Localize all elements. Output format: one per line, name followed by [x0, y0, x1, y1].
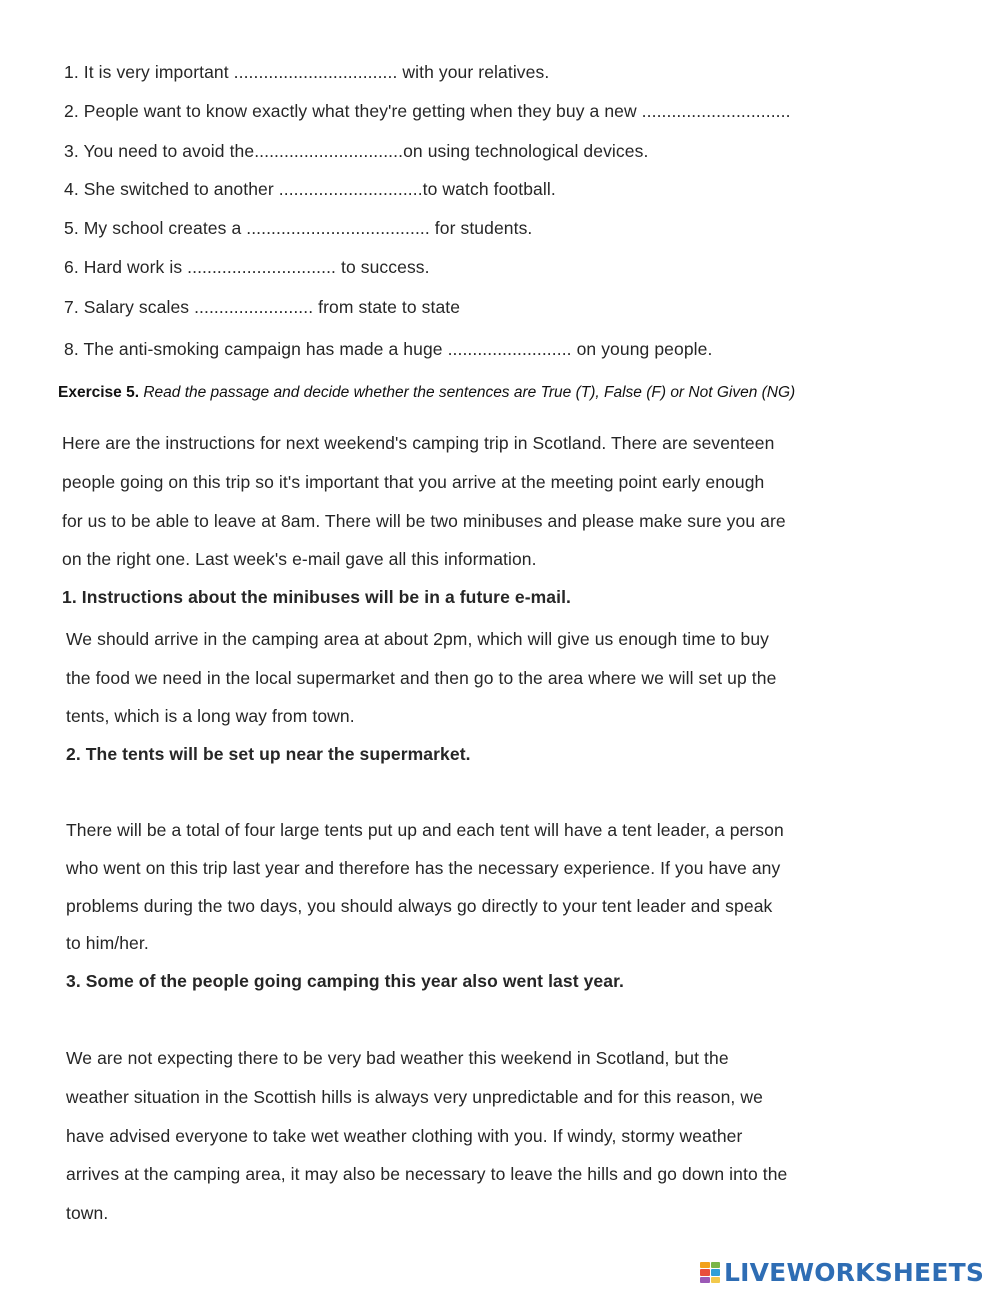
passage-4-line: weather situation in the Scottish hills is always very unpredictable and for this reason, we	[66, 1087, 763, 1107]
statement-3: 3. Some of the people going camping this year also went last year.	[66, 971, 624, 991]
passage-1-line: Here are the instructions for next weekend's camping trip in Scotland. There are seventeen	[62, 433, 775, 453]
fill-in-item-3: 3. You need to avoid the..............................on using technological devices.	[64, 141, 649, 161]
fill-in-item-7: 7. Salary scales ........................ from state to state	[64, 297, 461, 317]
statement-1: 1. Instructions about the minibuses will be in a future e-mail.	[62, 587, 572, 607]
passage-2-line: the food we need in the local supermarket and then go to the area where we will set up the	[66, 668, 777, 688]
passage-4-line: town.	[66, 1203, 109, 1223]
passage-4-line: arrives at the camping area, it may also be necessary to leave the hills and go down into the	[66, 1164, 788, 1184]
liveworksheets-logo-icon	[700, 1262, 720, 1284]
fill-in-item-4: 4. She switched to another .............................to watch football.	[64, 179, 556, 199]
exercise-5-heading	[58, 384, 795, 402]
passage-3-line: to him/her.	[66, 933, 149, 953]
passage-3-line: There will be a total of four large tents put up and each tent will have a tent leader, a person	[66, 820, 784, 840]
liveworksheets-brand	[700, 1258, 984, 1287]
passage-4-line: We are not expecting there to be very bad weather this weekend in Scotland, but the	[66, 1048, 729, 1068]
fill-in-item-5: 5. My school creates a ..................................... for students.	[64, 218, 533, 238]
passage-2-line: We should arrive in the camping area at about 2pm, which will give us enough time to buy	[66, 629, 770, 649]
exercise-5-instruction: Read the passage and decide whether the sentences are True (T), False (F) or Not Given (NG)	[143, 384, 796, 401]
passage-1-line: people going on this trip so it's important that you arrive at the meeting point early enough	[62, 472, 765, 492]
exercise-5-label: Exercise 5.	[58, 384, 140, 401]
passage-1-line: for us to be able to leave at 8am. There will be two minibuses and please make sure you are	[62, 511, 786, 531]
passage-1-line: on the right one. Last week's e-mail gave all this information.	[62, 549, 537, 569]
fill-in-item-8: 8. The anti-smoking campaign has made a huge ......................... on young people.	[64, 339, 713, 359]
liveworksheets-wordmark: LIVEWORKSHEETS	[724, 1258, 985, 1287]
passage-3-line: problems during the two days, you should always go directly to your tent leader and speak	[66, 896, 773, 916]
fill-in-item-2: 2. People want to know exactly what they're getting when they buy a new ..............................	[64, 101, 791, 121]
passage-2-line: tents, which is a long way from town.	[66, 706, 355, 726]
statement-2: 2. The tents will be set up near the supermarket.	[66, 744, 471, 764]
passage-4-line: have advised everyone to take wet weather clothing with you. If windy, stormy weather	[66, 1126, 743, 1146]
fill-in-item-1: 1. It is very important ................................. with your relatives.	[64, 62, 550, 82]
passage-3-line: who went on this trip last year and therefore has the necessary experience. If you have any	[66, 858, 781, 878]
fill-in-item-6: 6. Hard work is .............................. to success.	[64, 257, 430, 277]
